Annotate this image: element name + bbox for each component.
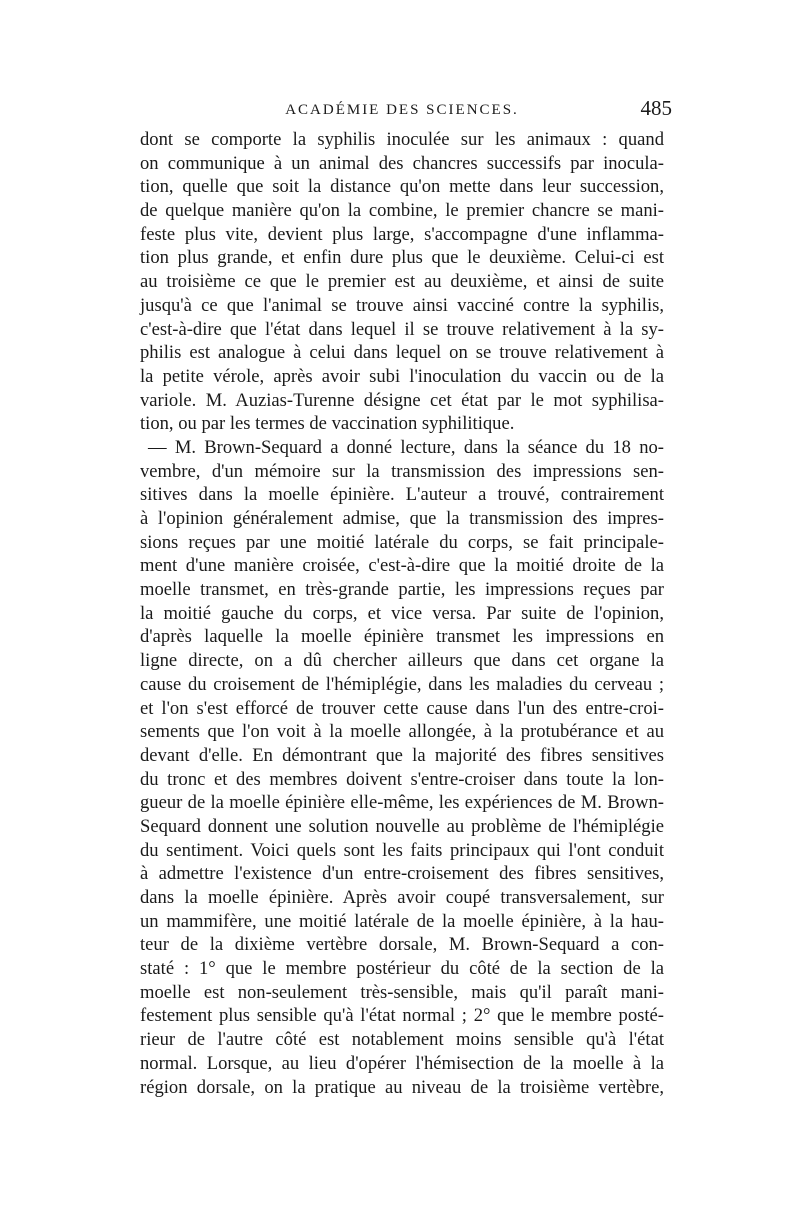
text-line: jusqu'à ce que l'animal se trouve ainsi vacciné contre la syphilis, — [140, 294, 664, 316]
text-line: sements que l'on voit à la moelle allongée, à la protubérance et au — [140, 721, 664, 743]
page-number: 485 — [640, 96, 672, 120]
text-line: d'après laquelle la moelle épinière transmet les impressions en — [140, 626, 664, 648]
text-line: rieur de l'autre côté est notablement moins sensible qu'à l'état — [140, 1029, 664, 1051]
text-line: moelle transmet, en très-grande partie, les impressions reçues par — [140, 579, 664, 601]
text-line: tion, quelle que soit la distance qu'on mette dans leur succession, — [140, 176, 664, 198]
text-line: à l'opinion généralement admise, que la transmission des impres- — [140, 508, 664, 529]
text-line: feste plus vite, devient plus large, s'accompagne d'une inflamma- — [140, 223, 664, 245]
text-line: un mammifère, une moitié latérale de la moelle épinière, à la hau- — [140, 910, 664, 932]
text-line: Sequard donnent une solution nouvelle au problème de l'hémiplégie — [140, 815, 664, 837]
text-line: la petite vérole, après avoir subi l'inoculation du vaccin ou de la — [140, 365, 664, 387]
text-line: région dorsale, on la pratique au niveau de la troisième vertèbre, — [140, 1076, 664, 1098]
text-line: sitives dans la moelle épinière. L'auteur a trouvé, contrairement — [140, 484, 664, 506]
text-line: on communique à un animal des chancres successifs par inocula- — [140, 152, 664, 174]
text-line: tion plus grande, et enfin dure plus que le deuxième. Celui-ci est — [140, 247, 664, 269]
text-line: devant d'elle. En démontrant que la majorité des fibres sensitives — [140, 744, 664, 766]
text-line: dont se comporte la syphilis inoculée sur les animaux : quand — [140, 129, 664, 150]
text-line: tion, ou par les termes de vaccination syphilitique. — [140, 413, 515, 435]
text-line: à admettre l'existence d'un entre-croisement des fibres sensitives, — [140, 863, 664, 885]
text-line: du sentiment. Voici quels sont les faits principaux qui l'ont conduit — [140, 839, 664, 861]
text-line: teur de la dixième vertèbre dorsale, M. Brown-Sequard a con- — [140, 934, 664, 956]
body-text — [140, 128, 664, 1099]
running-title: ACADÉMIE DES SCIENCES. — [285, 102, 519, 118]
text-line: au troisième ce que le premier est au deuxième, et ainsi de suite — [140, 271, 664, 293]
text-line: ligne directe, on a dû chercher ailleurs que dans cet organe la — [140, 650, 664, 672]
text-line: variole. M. Auzias-Turenne désigne cet état par le mot syphilisa- — [140, 389, 664, 411]
text-line: dans la moelle épinière. Après avoir coupé transversalement, sur — [140, 887, 664, 908]
text-line: de quelque manière qu'on la combine, le premier chancre se mani- — [140, 200, 664, 222]
text-line: philis est analogue à celui dans lequel on se trouve relativement à — [140, 342, 664, 364]
running-header — [140, 92, 672, 128]
text-line: du tronc et des membres doivent s'entre-croiser dans toute la lon- — [140, 768, 664, 790]
text-line: — M. Brown-Sequard a donné lecture, dans la séance du 18 no- — [148, 436, 664, 458]
text-line: la moitié gauche du corps, et vice versa. Par suite de l'opinion, — [140, 602, 664, 624]
document-page — [140, 92, 672, 1099]
text-line: c'est-à-dire que l'état dans lequel il se trouve relativement à la sy- — [140, 318, 664, 340]
text-line: sions reçues par une moitié latérale du corps, se fait principale- — [140, 531, 664, 553]
text-line: gueur de la moelle épinière elle-même, les expériences de M. Brown- — [140, 792, 664, 814]
text-line: festement plus sensible qu'à l'état normal ; 2° que le membre posté- — [140, 1005, 664, 1027]
text-line: moelle est non-seulement très-sensible, mais qu'il paraît mani- — [140, 981, 664, 1003]
text-line: vembre, d'un mémoire sur la transmission des impressions sen- — [140, 460, 664, 482]
text-line: normal. Lorsque, au lieu d'opérer l'hémisection de la moelle à la — [140, 1052, 664, 1074]
text-line: ment d'une manière croisée, c'est-à-dire que la moitié droite de la — [140, 555, 664, 577]
text-line: staté : 1° que le membre postérieur du côté de la section de la — [140, 958, 664, 980]
text-line: cause du croisement de l'hémiplégie, dans les maladies du cerveau ; — [140, 673, 664, 695]
text-line: et l'on s'est efforcé de trouver cette cause dans l'un des entre-croi- — [140, 697, 664, 719]
